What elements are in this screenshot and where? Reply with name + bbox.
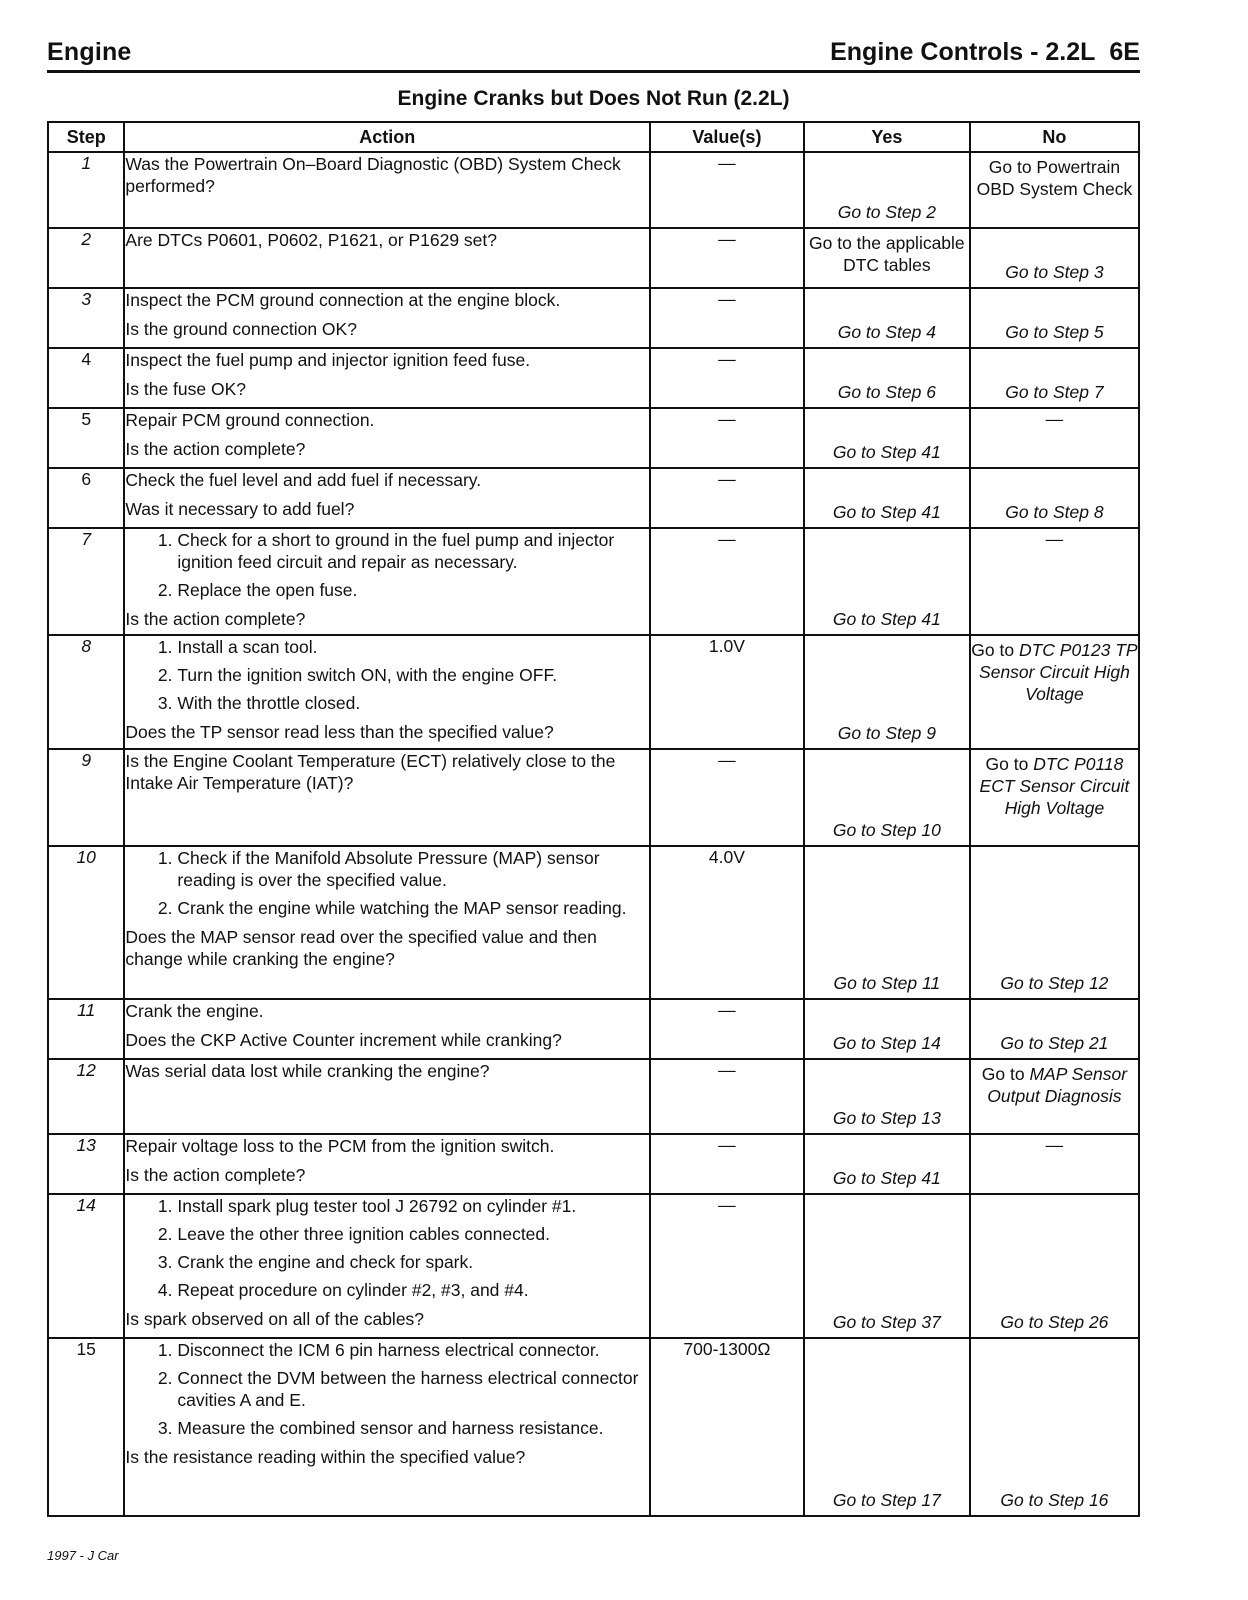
no-cell: — bbox=[970, 528, 1139, 635]
no-goto-target-link[interactable]: MAP Sensor Output Diagnosis bbox=[987, 1064, 1128, 1106]
action-cell bbox=[124, 846, 650, 999]
action-question: Does the MAP sensor read over the specified value and then change while cranking the engine? bbox=[125, 927, 597, 969]
no-goto-prefix: Go to bbox=[985, 754, 1029, 774]
no-goto-prefix: Go to bbox=[981, 1064, 1025, 1084]
action-step-item: 2. Connect the DVM between the harness electrical connector cavities A and E. bbox=[177, 1367, 649, 1411]
no-cell bbox=[970, 228, 1139, 288]
table-row bbox=[48, 152, 1139, 228]
no-goto-reference bbox=[971, 636, 1138, 705]
table-row bbox=[48, 1338, 1139, 1516]
table-row bbox=[48, 999, 1139, 1059]
yes-cell bbox=[804, 1134, 970, 1194]
table-row bbox=[48, 408, 1139, 468]
no-goto-target-link[interactable]: DTC P0123 TP Sensor Circuit High Voltage bbox=[979, 640, 1138, 704]
yes-cell bbox=[804, 288, 970, 348]
action-question: Does the TP sensor read less than the specified value? bbox=[125, 722, 554, 742]
action-step-list bbox=[125, 847, 649, 919]
action-cell bbox=[124, 468, 650, 528]
yes-goto-step-link[interactable]: Go to Step 41 bbox=[832, 442, 941, 462]
action-cell bbox=[124, 228, 650, 288]
action-step-item: 3. With the throttle closed. bbox=[177, 692, 649, 714]
value-cell: — bbox=[650, 408, 804, 468]
step-number: 6 bbox=[48, 468, 124, 528]
value-cell: — bbox=[650, 999, 804, 1059]
action-text: Check the fuel level and add fuel if necessary. bbox=[125, 470, 482, 490]
no-goto-step-link[interactable]: Go to Step 21 bbox=[1000, 1033, 1109, 1053]
action-text: Inspect the PCM ground connection at the engine block. bbox=[125, 290, 561, 310]
action-step-item: 1. Disconnect the ICM 6 pin harness electrical connector. bbox=[177, 1339, 649, 1361]
table-row bbox=[48, 846, 1139, 999]
step-number: 14 bbox=[48, 1194, 124, 1338]
step-number: 5 bbox=[48, 408, 124, 468]
no-goto-step-link[interactable]: Go to Step 7 bbox=[1005, 382, 1104, 402]
table-row bbox=[48, 635, 1139, 749]
no-goto-step-link[interactable]: Go to Step 3 bbox=[1005, 262, 1104, 282]
action-cell bbox=[124, 999, 650, 1059]
header-section-number: 6E bbox=[1109, 38, 1140, 66]
yes-cell bbox=[804, 528, 970, 635]
no-goto-step-link[interactable]: Go to Step 8 bbox=[1005, 502, 1104, 522]
action-text: Inspect the fuel pump and injector ignition feed fuse. bbox=[125, 350, 531, 370]
yes-goto-step-link[interactable]: Go to Step 6 bbox=[837, 382, 936, 402]
yes-goto-step-link[interactable]: Go to Step 41 bbox=[832, 1168, 941, 1188]
action-text: Is the action complete? bbox=[125, 1165, 306, 1185]
yes-cell bbox=[804, 348, 970, 408]
action-cell bbox=[124, 528, 650, 635]
no-cell bbox=[970, 1338, 1139, 1516]
no-cell: — bbox=[970, 1134, 1139, 1194]
no-cell bbox=[970, 749, 1139, 846]
action-step-item: 2. Crank the engine while watching the MAP sensor reading. bbox=[177, 897, 649, 919]
no-cell bbox=[970, 1194, 1139, 1338]
step-number: 1 bbox=[48, 152, 124, 228]
step-number: 4 bbox=[48, 348, 124, 408]
action-cell bbox=[124, 1134, 650, 1194]
step-number: 13 bbox=[48, 1134, 124, 1194]
yes-goto-step-link[interactable]: Go to Step 10 bbox=[832, 820, 941, 840]
column-header-step: Step bbox=[48, 122, 124, 152]
value-cell: — bbox=[650, 1134, 804, 1194]
header-section-label: Engine bbox=[47, 38, 132, 66]
table-row bbox=[48, 228, 1139, 288]
action-question: Is the resistance reading within the specified value? bbox=[125, 1447, 526, 1467]
action-text: Is the ground connection OK? bbox=[125, 319, 357, 339]
yes-cell bbox=[804, 1338, 970, 1516]
column-header-no: No bbox=[970, 122, 1139, 152]
no-cell bbox=[970, 846, 1139, 999]
action-step-item: 3. Measure the combined sensor and harness resistance. bbox=[177, 1417, 649, 1439]
action-step-item: 1. Install a scan tool. bbox=[177, 636, 649, 658]
yes-cell bbox=[804, 999, 970, 1059]
step-number: 2 bbox=[48, 228, 124, 288]
action-cell bbox=[124, 1194, 650, 1338]
table-row bbox=[48, 1194, 1139, 1338]
action-cell bbox=[124, 348, 650, 408]
table-body bbox=[48, 152, 1139, 1516]
value-cell: 1.0V bbox=[650, 635, 804, 749]
yes-goto-step-link[interactable]: Go to Step 17 bbox=[832, 1490, 941, 1510]
step-number: 3 bbox=[48, 288, 124, 348]
yes-goto-step-link[interactable]: Go to Step 14 bbox=[832, 1033, 941, 1053]
action-step-list bbox=[125, 1195, 649, 1301]
header-rule bbox=[47, 70, 1140, 73]
no-goto-reference bbox=[971, 1060, 1138, 1107]
action-text: Was serial data lost while cranking the engine? bbox=[125, 1061, 490, 1081]
action-cell bbox=[124, 288, 650, 348]
yes-cell bbox=[804, 152, 970, 228]
no-goto-step-link[interactable]: Go to Step 16 bbox=[1000, 1490, 1109, 1510]
value-cell: — bbox=[650, 528, 804, 635]
yes-goto-step-link[interactable]: Go to Step 37 bbox=[832, 1312, 941, 1332]
yes-goto-step-link[interactable]: Go to Step 41 bbox=[832, 609, 941, 629]
yes-goto-step-link[interactable]: Go to Step 4 bbox=[837, 322, 936, 342]
action-step-item: 1. Install spark plug tester tool J 26792 on cylinder #1. bbox=[177, 1195, 649, 1217]
no-goto-step-link[interactable]: Go to Step 12 bbox=[1000, 973, 1109, 993]
no-goto-text: Go to Powertrain OBD System Check bbox=[976, 157, 1133, 199]
step-number: 8 bbox=[48, 635, 124, 749]
yes-goto-step-link[interactable]: Go to Step 41 bbox=[832, 502, 941, 522]
no-cell bbox=[970, 468, 1139, 528]
action-text: Repair voltage loss to the PCM from the ignition switch. bbox=[125, 1136, 555, 1156]
no-goto-prefix: Go to bbox=[971, 640, 1015, 660]
table-row bbox=[48, 749, 1139, 846]
action-question: Is the action complete? bbox=[125, 609, 306, 629]
action-cell bbox=[124, 749, 650, 846]
action-cell bbox=[124, 635, 650, 749]
step-number: 9 bbox=[48, 749, 124, 846]
action-text: Does the CKP Active Counter increment while cranking? bbox=[125, 1030, 562, 1050]
action-step-list bbox=[125, 636, 649, 714]
action-cell bbox=[124, 408, 650, 468]
column-header-action: Action bbox=[124, 122, 650, 152]
no-cell bbox=[970, 288, 1139, 348]
step-number: 12 bbox=[48, 1059, 124, 1134]
action-step-list bbox=[125, 1339, 649, 1439]
table-row bbox=[48, 1134, 1139, 1194]
yes-cell bbox=[804, 749, 970, 846]
action-text: Are DTCs P0601, P0602, P1621, or P1629 set? bbox=[125, 230, 498, 250]
no-cell bbox=[970, 348, 1139, 408]
action-cell bbox=[124, 1059, 650, 1134]
action-step-list bbox=[125, 529, 649, 601]
no-goto-step-link[interactable]: Go to Step 26 bbox=[1000, 1312, 1109, 1332]
step-number: 10 bbox=[48, 846, 124, 999]
action-step-item: 1. Check for a short to ground in the fuel pump and injector ignition feed circuit and repair as necessary. bbox=[177, 529, 649, 573]
value-cell: — bbox=[650, 1059, 804, 1134]
no-goto-target-link[interactable]: DTC P0118 ECT Sensor Circuit High Voltage bbox=[979, 754, 1130, 818]
yes-cell bbox=[804, 635, 970, 749]
step-number: 15 bbox=[48, 1338, 124, 1516]
no-cell bbox=[970, 635, 1139, 749]
no-cell bbox=[970, 999, 1139, 1059]
no-cell bbox=[970, 1059, 1139, 1134]
yes-cell bbox=[804, 228, 970, 288]
action-step-item: 3. Crank the engine and check for spark. bbox=[177, 1251, 649, 1273]
no-goto-reference bbox=[971, 750, 1138, 819]
step-number: 7 bbox=[48, 528, 124, 635]
yes-cell bbox=[804, 1194, 970, 1338]
table-header-row bbox=[48, 122, 1139, 152]
yes-goto-text: Go to the applicable DTC tables bbox=[809, 233, 965, 275]
action-text: Crank the engine. bbox=[125, 1001, 264, 1021]
action-cell bbox=[124, 1338, 650, 1516]
column-header-values: Value(s) bbox=[650, 122, 804, 152]
header-title bbox=[830, 38, 1140, 67]
action-step-item: 2. Replace the open fuse. bbox=[177, 579, 649, 601]
table-row bbox=[48, 288, 1139, 348]
value-cell: — bbox=[650, 152, 804, 228]
yes-cell bbox=[804, 408, 970, 468]
table-row bbox=[48, 468, 1139, 528]
action-step-item: 4. Repeat procedure on cylinder #2, #3, and #4. bbox=[177, 1279, 649, 1301]
table-title: Engine Cranks but Does Not Run (2.2L) bbox=[397, 87, 790, 110]
action-question: Is spark observed on all of the cables? bbox=[125, 1309, 425, 1329]
table-row bbox=[48, 348, 1139, 408]
action-text: Repair PCM ground connection. bbox=[125, 410, 375, 430]
yes-cell bbox=[804, 1059, 970, 1134]
value-cell: — bbox=[650, 228, 804, 288]
action-text: Is the Engine Coolant Temperature (ECT) relatively close to the Intake Air Temperature (IAT)? bbox=[125, 751, 616, 793]
value-cell: — bbox=[650, 1194, 804, 1338]
diagnostic-table bbox=[47, 121, 1140, 1517]
value-cell: — bbox=[650, 749, 804, 846]
yes-cell bbox=[804, 846, 970, 999]
action-cell bbox=[124, 152, 650, 228]
table-row bbox=[48, 528, 1139, 635]
no-goto-step-link[interactable]: Go to Step 5 bbox=[1005, 322, 1104, 342]
footer-label: 1997 - J Car bbox=[47, 1548, 119, 1563]
yes-goto-step-link[interactable]: Go to Step 2 bbox=[837, 202, 936, 222]
action-step-item: 2. Leave the other three ignition cables connected. bbox=[177, 1223, 649, 1245]
action-step-item: 2. Turn the ignition switch ON, with the engine OFF. bbox=[177, 664, 649, 686]
yes-cell bbox=[804, 468, 970, 528]
value-cell: — bbox=[650, 468, 804, 528]
value-cell: 4.0V bbox=[650, 846, 804, 999]
no-cell: — bbox=[970, 408, 1139, 468]
value-cell: — bbox=[650, 288, 804, 348]
action-step-item: 1. Check if the Manifold Absolute Pressure (MAP) sensor reading is over the specified value. bbox=[177, 847, 649, 891]
no-cell bbox=[970, 152, 1139, 228]
action-text: Was the Powertrain On–Board Diagnostic (OBD) System Check performed? bbox=[125, 154, 621, 196]
value-cell: 700-1300Ω bbox=[650, 1338, 804, 1516]
header-title-text: Engine Controls - 2.2L bbox=[830, 38, 1096, 66]
value-cell: — bbox=[650, 348, 804, 408]
yes-goto-step-link[interactable]: Go to Step 11 bbox=[833, 973, 941, 993]
yes-goto-step-link[interactable]: Go to Step 9 bbox=[837, 723, 936, 743]
column-header-yes: Yes bbox=[804, 122, 970, 152]
table-row bbox=[48, 1059, 1139, 1134]
step-number: 11 bbox=[48, 999, 124, 1059]
action-text: Is the action complete? bbox=[125, 439, 306, 459]
action-text: Was it necessary to add fuel? bbox=[125, 499, 355, 519]
action-text: Is the fuse OK? bbox=[125, 379, 247, 399]
yes-goto-step-link[interactable]: Go to Step 13 bbox=[832, 1108, 941, 1128]
